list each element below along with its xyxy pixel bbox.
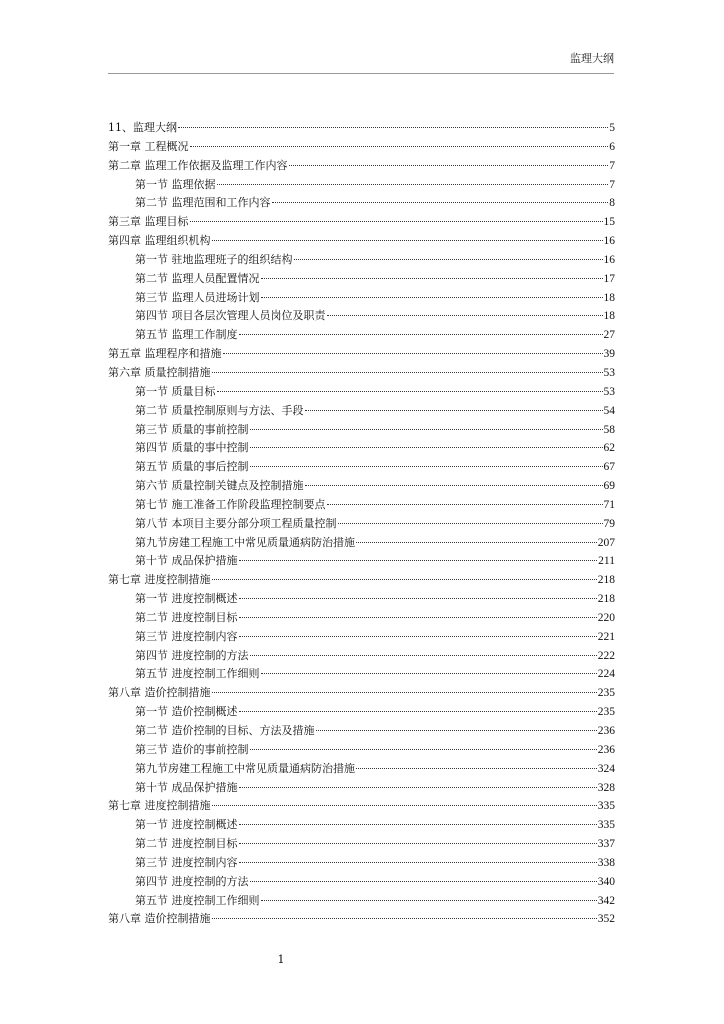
- toc-dot-leader: [239, 334, 603, 335]
- toc-entry-section[interactable]: [108, 892, 615, 911]
- toc-entry-chapter[interactable]: [108, 213, 615, 232]
- toc-dot-leader: [212, 372, 603, 373]
- toc-entry-title: 第三节 监理人员进场计划: [135, 290, 260, 304]
- toc-entry-section[interactable]: [108, 779, 615, 798]
- toc-entry-title: 第一节 造价控制概述: [135, 705, 238, 719]
- toc-entry-title: 第六节 质量控制关键点及控制措施: [135, 479, 304, 493]
- toc-entry-title: 第一节 质量目标: [135, 384, 216, 398]
- toc-entry-page-number: 324: [597, 762, 615, 775]
- table-of-contents: [108, 119, 615, 929]
- toc-entry-section[interactable]: [108, 326, 615, 345]
- toc-dot-leader: [239, 598, 597, 599]
- toc-entry-section[interactable]: [108, 854, 615, 873]
- toc-dot-leader: [356, 768, 597, 769]
- toc-entry-title: 第九节房建工程施工中常见质量通病防治措施: [135, 761, 355, 775]
- toc-entry-title: 第一节 监理依据: [135, 177, 216, 191]
- toc-entry-title: 第五章 监理程序和措施: [108, 347, 222, 361]
- toc-entry-page-number: 221: [597, 630, 615, 643]
- toc-entry-section[interactable]: [108, 741, 615, 760]
- toc-entry-title: 第四章 监理组织机构: [108, 234, 211, 248]
- toc-dot-leader: [250, 429, 603, 430]
- toc-dot-leader: [212, 579, 597, 580]
- toc-entry-section[interactable]: [108, 628, 615, 647]
- toc-entry-page-number: 39: [603, 348, 615, 361]
- toc-dot-leader: [250, 881, 597, 882]
- toc-entry-title: 第五节 质量的事后控制: [135, 460, 249, 474]
- toc-entry-page-number: 5: [609, 122, 615, 134]
- toc-entry-page-number: 58: [603, 423, 615, 436]
- toc-entry-title: 第一节 进度控制概述: [135, 818, 238, 832]
- toc-entry-title: 第十节 成品保护措施: [135, 554, 238, 568]
- toc-entry-page-number: 224: [597, 668, 615, 681]
- toc-entry-title: 第三节 质量的事前控制: [135, 422, 249, 436]
- toc-entry-section[interactable]: [108, 251, 615, 270]
- toc-entry-page-number: 352: [597, 913, 615, 926]
- toc-entry-section[interactable]: [108, 816, 615, 835]
- toc-dot-leader: [272, 202, 609, 203]
- toc-entry-title: 第五节 进度控制工作细则: [135, 893, 260, 907]
- toc-entry-page-number: 16: [603, 235, 615, 248]
- toc-dot-leader: [239, 636, 597, 637]
- toc-dot-leader: [261, 278, 603, 279]
- toc-entry-page-number: 16: [603, 253, 615, 266]
- toc-entry-chapter[interactable]: [108, 119, 615, 138]
- toc-entry-section[interactable]: [108, 722, 615, 741]
- toc-entry-title: 第一章 工程概况: [108, 139, 189, 153]
- toc-entry-chapter[interactable]: [108, 138, 615, 157]
- toc-entry-page-number: 8: [609, 197, 615, 210]
- toc-dot-leader: [250, 447, 603, 448]
- toc-entry-section[interactable]: [108, 515, 615, 534]
- toc-entry-title: 第四节 进度控制的方法: [135, 874, 249, 888]
- toc-entry-page-number: 235: [597, 687, 615, 700]
- toc-dot-leader: [217, 391, 603, 392]
- toc-entry-section[interactable]: [108, 402, 615, 421]
- toc-entry-page-number: 67: [603, 461, 615, 474]
- toc-entry-title: 第五节 监理工作制度: [135, 328, 238, 342]
- toc-entry-page-number: 53: [603, 385, 615, 398]
- toc-dot-leader: [212, 918, 597, 919]
- toc-entry-title: 第五节 进度控制工作细则: [135, 667, 260, 681]
- toc-dot-leader: [250, 466, 603, 467]
- toc-dot-leader: [261, 900, 597, 901]
- toc-entry-page-number: 62: [603, 442, 615, 455]
- toc-entry-section[interactable]: [108, 665, 615, 684]
- toc-dot-leader: [327, 504, 603, 505]
- toc-entry-section[interactable]: [108, 289, 615, 308]
- toc-dot-leader: [289, 165, 609, 166]
- toc-entry-title: 第六章 质量控制措施: [108, 365, 211, 379]
- toc-entry-page-number: 6: [609, 140, 615, 153]
- toc-entry-page-number: 17: [603, 272, 615, 285]
- toc-dot-leader: [239, 824, 597, 825]
- toc-entry-chapter[interactable]: [108, 910, 615, 929]
- toc-dot-leader: [250, 655, 597, 656]
- toc-entry-title: 第八章 造价控制措施: [108, 686, 211, 700]
- toc-entry-title: 第八章 造价控制措施: [108, 912, 211, 926]
- toc-entry-title: 11、监理大纲: [108, 121, 177, 134]
- toc-entry-section[interactable]: [108, 307, 615, 326]
- toc-entry-title: 第八节 本项目主要分部分项工程质量控制: [135, 516, 337, 530]
- toc-entry-section[interactable]: [108, 647, 615, 666]
- toc-entry-page-number: 27: [603, 329, 615, 342]
- toc-dot-leader: [250, 749, 597, 750]
- toc-entry-section[interactable]: [108, 194, 615, 213]
- toc-entry-page-number: 79: [603, 517, 615, 530]
- toc-entry-page-number: 15: [603, 216, 615, 229]
- toc-entry-chapter[interactable]: [108, 364, 615, 383]
- toc-entry-section[interactable]: [108, 439, 615, 458]
- toc-entry-page-number: 7: [609, 178, 615, 191]
- toc-entry-page-number: 218: [597, 593, 615, 606]
- toc-entry-title: 第二节 监理人员配置情况: [135, 271, 260, 285]
- toc-dot-leader: [239, 711, 597, 712]
- toc-entry-page-number: 342: [597, 894, 615, 907]
- toc-dot-leader: [294, 259, 603, 260]
- toc-entry-title: 第二节 造价控制的目标、方法及措施: [135, 724, 315, 737]
- toc-dot-leader: [239, 862, 597, 863]
- toc-entry-page-number: 328: [597, 781, 615, 794]
- toc-entry-title: 第四节 质量的事中控制: [135, 441, 249, 455]
- toc-entry-section[interactable]: [108, 760, 615, 779]
- toc-entry-page-number: 236: [597, 743, 615, 756]
- toc-entry-page-number: 335: [597, 800, 615, 813]
- toc-dot-leader: [190, 146, 609, 147]
- toc-dot-leader: [239, 787, 597, 788]
- toc-entry-title: 第二节 进度控制目标: [135, 610, 238, 624]
- toc-dot-leader: [223, 353, 603, 354]
- toc-entry-title: 第七节 施工准备工作阶段监理控制要点: [135, 497, 326, 511]
- toc-entry-title: 第一节 进度控制概述: [135, 592, 238, 606]
- toc-entry-chapter[interactable]: [108, 797, 615, 816]
- toc-entry-section[interactable]: [108, 270, 615, 289]
- header-divider: [108, 73, 614, 74]
- toc-entry-chapter[interactable]: [108, 684, 615, 703]
- toc-dot-leader: [239, 560, 598, 561]
- toc-dot-leader: [316, 730, 597, 731]
- toc-entry-section[interactable]: [108, 421, 615, 440]
- toc-entry-title: 第七章 进度控制措施: [108, 799, 211, 813]
- page-header-title: 监理大纲: [570, 52, 614, 65]
- toc-entry-title: 第十节 成品保护措施: [135, 780, 238, 794]
- toc-entry-title: 第四节 进度控制的方法: [135, 648, 249, 662]
- toc-entry-title: 第二节 质量控制原则与方法、手段: [135, 403, 304, 417]
- toc-entry-chapter[interactable]: [108, 157, 615, 176]
- toc-entry-section[interactable]: [108, 609, 615, 628]
- toc-dot-leader: [261, 297, 603, 298]
- toc-entry-title: 第三节 造价的事前控制: [135, 742, 249, 756]
- toc-dot-leader: [190, 221, 603, 222]
- toc-dot-leader: [305, 410, 603, 411]
- toc-entry-section[interactable]: [108, 552, 615, 571]
- toc-entry-title: 第一节 驻地监理班子的组织结构: [135, 252, 293, 266]
- toc-entry-title: 第二节 进度控制目标: [135, 837, 238, 851]
- toc-entry-page-number: 69: [603, 480, 615, 493]
- page-number: 1: [277, 953, 285, 966]
- toc-entry-page-number: 235: [597, 706, 615, 719]
- toc-entry-page-number: 18: [603, 310, 615, 323]
- toc-dot-leader: [212, 692, 597, 693]
- toc-entry-page-number: 211: [598, 555, 615, 568]
- toc-entry-section[interactable]: [108, 873, 615, 892]
- toc-dot-leader: [338, 523, 603, 524]
- toc-entry-section[interactable]: [108, 534, 615, 553]
- toc-entry-section[interactable]: [108, 496, 615, 515]
- toc-entry-title: 第三节 进度控制内容: [135, 855, 238, 869]
- toc-entry-title: 第三节 进度控制内容: [135, 629, 238, 643]
- toc-dot-leader: [217, 184, 609, 185]
- toc-dot-leader: [356, 542, 597, 543]
- toc-entry-title: 第四节 项目各层次管理人员岗位及职责: [135, 309, 326, 323]
- toc-entry-title: 第七章 进度控制措施: [108, 573, 211, 587]
- toc-entry-page-number: 54: [603, 404, 615, 417]
- toc-entry-title: 第九节房建工程施工中常见质量通病防治措施: [135, 535, 355, 549]
- toc-entry-page-number: 207: [597, 536, 615, 549]
- toc-entry-section[interactable]: [108, 176, 615, 195]
- toc-entry-section[interactable]: [108, 477, 615, 496]
- toc-entry-page-number: 7: [609, 159, 615, 172]
- toc-entry-page-number: 337: [597, 838, 615, 851]
- toc-entry-page-number: 71: [603, 498, 615, 511]
- toc-entry-chapter[interactable]: [108, 571, 615, 590]
- toc-entry-section[interactable]: [108, 590, 615, 609]
- toc-entry-title: 第三章 监理目标: [108, 215, 189, 229]
- toc-dot-leader: [239, 617, 597, 618]
- toc-entry-chapter[interactable]: [108, 232, 615, 251]
- toc-dot-leader: [212, 240, 603, 241]
- toc-entry-page-number: 222: [597, 649, 615, 662]
- toc-dot-leader: [178, 127, 608, 128]
- toc-entry-page-number: 236: [597, 725, 615, 737]
- toc-entry-section[interactable]: [108, 458, 615, 477]
- toc-entry-page-number: 218: [597, 574, 615, 587]
- toc-entry-section[interactable]: [108, 703, 615, 722]
- toc-entry-page-number: 53: [603, 366, 615, 379]
- toc-entry-section[interactable]: [108, 835, 615, 854]
- toc-entry-page-number: 220: [597, 611, 615, 624]
- toc-entry-page-number: 335: [597, 819, 615, 832]
- toc-entry-title: 第二节 监理范围和工作内容: [135, 196, 271, 210]
- toc-dot-leader: [305, 485, 603, 486]
- toc-entry-page-number: 18: [603, 291, 615, 304]
- toc-entry-chapter[interactable]: [108, 345, 615, 364]
- toc-entry-section[interactable]: [108, 383, 615, 402]
- toc-entry-page-number: 338: [597, 856, 615, 869]
- toc-dot-leader: [261, 673, 597, 674]
- toc-dot-leader: [212, 805, 597, 806]
- toc-entry-page-number: 340: [597, 875, 615, 888]
- toc-dot-leader: [239, 843, 597, 844]
- toc-entry-title: 第二章 监理工作依据及监理工作内容: [108, 158, 288, 172]
- toc-dot-leader: [327, 315, 603, 316]
